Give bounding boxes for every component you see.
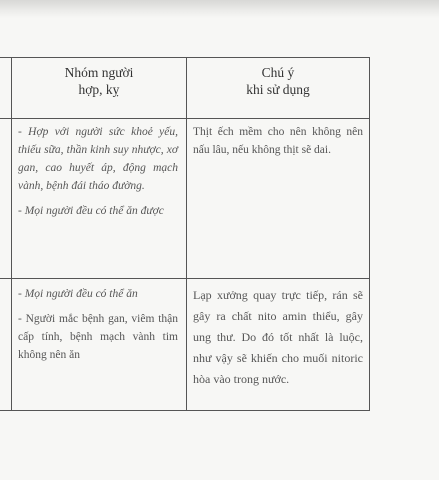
page-top-shadow (0, 0, 439, 18)
table-header-divider (0, 118, 370, 119)
header-usage-notes: Chú ý khi sử dụng (246, 65, 310, 97)
row1-usage-notes: Thịt ếch mềm cho nên không nên nấu lâu, nếu không thịt sẽ dai. (193, 126, 363, 156)
table-right-border (369, 57, 370, 411)
header-suitable-group: Nhóm người hợp, kỵ (64, 65, 134, 97)
table-bottom-border (0, 410, 370, 411)
row1-suitable-paragraph-2: - Mọi người đều có thể ăn được (18, 205, 164, 217)
row2-suitable-paragraph-1: - Mọi người đều có thể ăn (18, 288, 138, 300)
row1-suitable-paragraph-1: - Hợp với người sức khoẻ yếu, thiếu sữa, thần kinh suy nhược, xơ gan, cao huyết áp, động mạch vành, bệnh đái tháo đường. (18, 126, 178, 192)
row2-suitable-group-cell (18, 285, 178, 364)
table-top-border (0, 57, 370, 58)
table-row-divider (0, 278, 370, 279)
row2-usage-notes: Lạp xưởng quay trực tiếp, rán sẽ gây ra chất nito amin thiểu, gây ung thư. Do đó tốt nhất là luộc, như vậy sẽ khiến cho muối nitoric hòa vào trong nước. (193, 288, 363, 386)
row2-suitable-paragraph-2: - Người mắc bệnh gan, viêm thận cấp tính, bệnh mạch vành tim không nên ăn (18, 313, 178, 361)
row1-suitable-group-cell (18, 123, 178, 220)
